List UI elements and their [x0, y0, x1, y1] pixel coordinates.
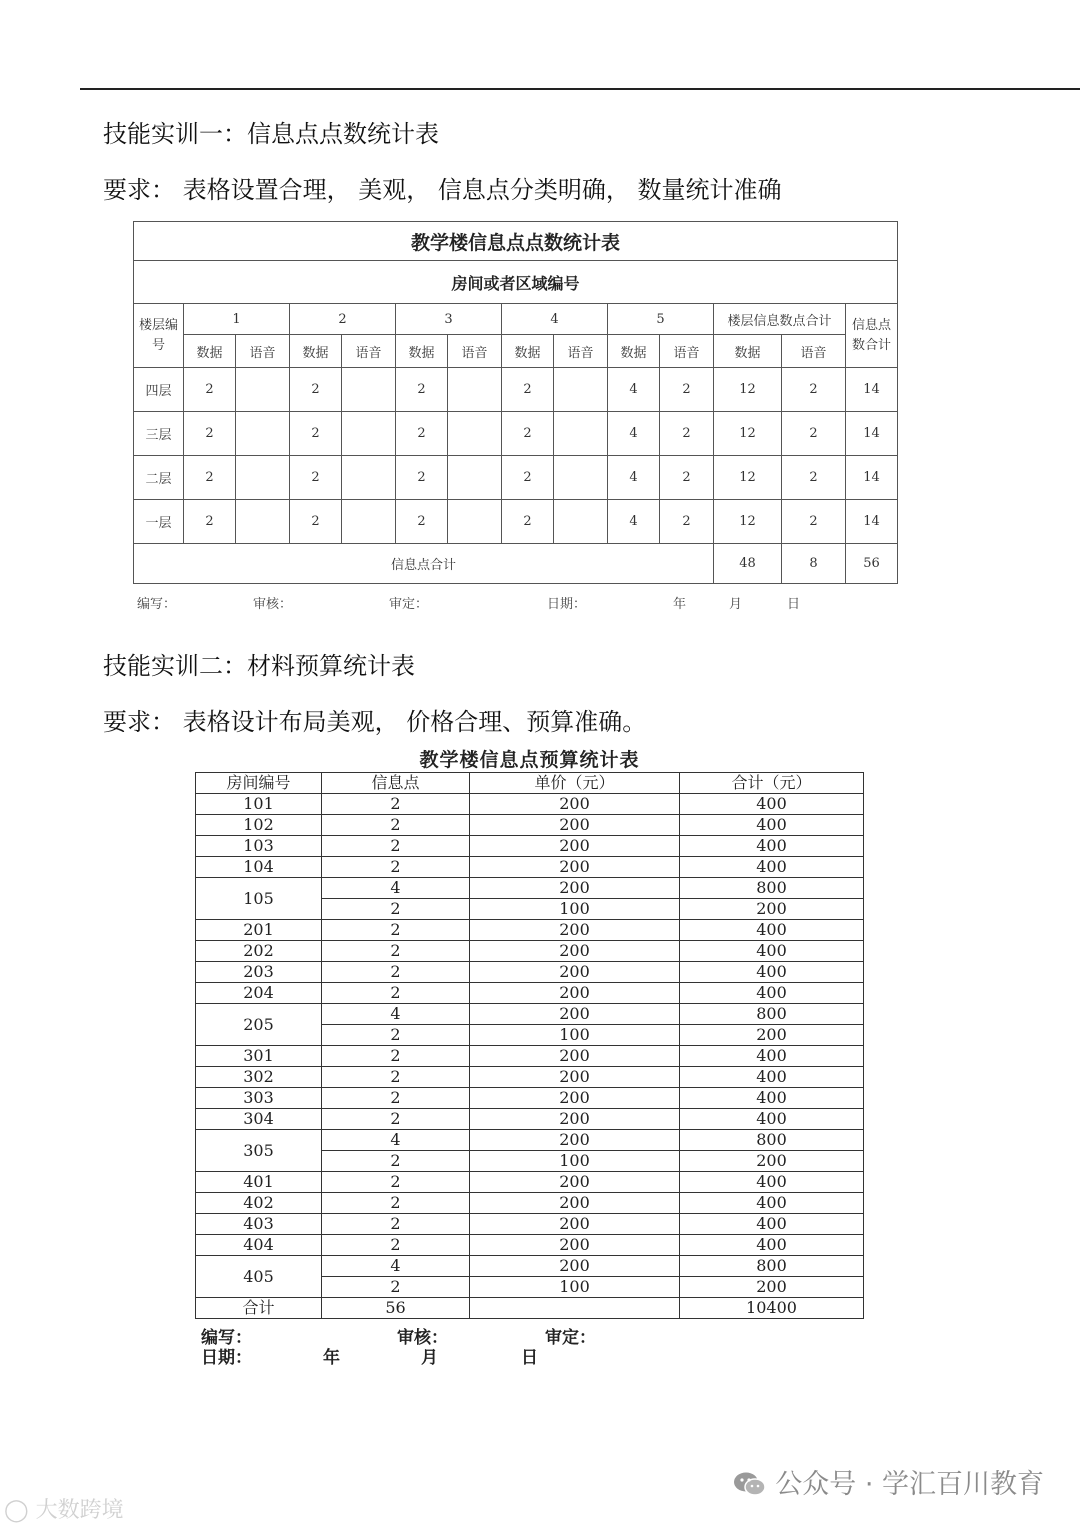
- room-number: 301: [196, 1046, 322, 1067]
- point-count: 2: [322, 836, 470, 857]
- table-row: [196, 836, 864, 857]
- room-number: 403: [196, 1214, 322, 1235]
- floor-point-total: 14: [846, 456, 898, 500]
- point-count: 2: [322, 1214, 470, 1235]
- count-cell: 2: [290, 456, 342, 500]
- point-count: 2: [322, 815, 470, 836]
- point-count: 2: [322, 962, 470, 983]
- point-count: 2: [322, 857, 470, 878]
- footer-review: 审核：: [397, 1328, 448, 1348]
- table-row: [196, 1088, 864, 1109]
- floor-header: 楼层编号: [134, 304, 184, 368]
- table1-subtitle: 房间或者区域编号: [134, 261, 898, 304]
- line-total: 400: [680, 941, 864, 962]
- line-total: 400: [680, 1109, 864, 1130]
- line-total: 400: [680, 1067, 864, 1088]
- floor-total-header: 楼层信息数点合计: [714, 304, 846, 335]
- point-count: 2: [322, 1235, 470, 1256]
- point-count: 2: [322, 920, 470, 941]
- count-cell: 2: [184, 500, 236, 544]
- line-total: 400: [680, 962, 864, 983]
- unit-price: 200: [470, 1256, 680, 1277]
- point-count: 2: [322, 1193, 470, 1214]
- count-cell: 2: [660, 368, 714, 412]
- budget-table: [195, 748, 863, 1368]
- table-row: [196, 1235, 864, 1256]
- data-column-header: 数据: [714, 335, 782, 368]
- corner-mark: [4, 1493, 124, 1524]
- footer-year: 年: [323, 1348, 340, 1368]
- count-cell: 2: [396, 368, 448, 412]
- floor-point-total: 14: [846, 412, 898, 456]
- table-row: [196, 1067, 864, 1088]
- table-row: [196, 1172, 864, 1193]
- line-total: 400: [680, 1172, 864, 1193]
- floor-voice-total: 2: [782, 456, 846, 500]
- table-row: [196, 1256, 864, 1277]
- floor-label: 四层: [134, 368, 184, 412]
- count-cell: [236, 456, 290, 500]
- footer-year: 年: [673, 597, 687, 612]
- corner-mark-text: 大数跨境: [35, 1498, 124, 1523]
- line-total: 800: [680, 1256, 864, 1277]
- footer-day: 日: [787, 597, 801, 612]
- table-row: [196, 878, 864, 899]
- table-row: [196, 815, 864, 836]
- count-cell: 2: [290, 412, 342, 456]
- line-total: 400: [680, 1046, 864, 1067]
- room-number: 102: [196, 815, 322, 836]
- table2-total-points: 56: [322, 1298, 470, 1319]
- count-cell: 2: [396, 456, 448, 500]
- unit-price: 100: [470, 1025, 680, 1046]
- line-total: 400: [680, 1193, 864, 1214]
- point-count: 2: [322, 1151, 470, 1172]
- unit-price: 200: [470, 1130, 680, 1151]
- table1-total-label: 信息点合计: [134, 544, 714, 584]
- count-cell: 2: [290, 500, 342, 544]
- count-cell: 2: [502, 412, 554, 456]
- floor-voice-total: 2: [782, 500, 846, 544]
- count-cell: [448, 368, 502, 412]
- floor-data-total: 12: [714, 500, 782, 544]
- table2-total-sum: 10400: [680, 1298, 864, 1319]
- floor-point-total: 14: [846, 500, 898, 544]
- data-column-header: 数据: [290, 335, 342, 368]
- footer-author: 编写：: [201, 1328, 252, 1348]
- count-cell: 2: [184, 368, 236, 412]
- count-cell: 2: [660, 412, 714, 456]
- table-row: [196, 1004, 864, 1025]
- count-cell: [342, 500, 396, 544]
- room-number: 302: [196, 1067, 322, 1088]
- unit-price: 100: [470, 1151, 680, 1172]
- room-header: 2: [290, 304, 396, 335]
- voice-column-header: 语音: [236, 335, 290, 368]
- point-count: 4: [322, 1004, 470, 1025]
- floor-data-total: 12: [714, 368, 782, 412]
- footer-author: 编写：: [137, 597, 177, 612]
- count-cell: [342, 368, 396, 412]
- line-total: 400: [680, 836, 864, 857]
- point-count: 2: [322, 794, 470, 815]
- room-number: 103: [196, 836, 322, 857]
- point-count: 2: [322, 899, 470, 920]
- wechat-icon: [733, 1471, 767, 1497]
- count-cell: 2: [290, 368, 342, 412]
- point-count: 2: [322, 1025, 470, 1046]
- unit-price: 100: [470, 899, 680, 920]
- data-column-header: 数据: [608, 335, 660, 368]
- line-total: 800: [680, 878, 864, 899]
- col-header-unit-price: 单价（元）: [470, 773, 680, 794]
- unit-price: 200: [470, 1004, 680, 1025]
- unit-price: 200: [470, 1172, 680, 1193]
- section2-heading: 技能实训二：材料预算统计表: [103, 652, 415, 680]
- unit-price: 200: [470, 815, 680, 836]
- footer-month: 月: [729, 597, 743, 612]
- room-number: 104: [196, 857, 322, 878]
- room-number: 303: [196, 1088, 322, 1109]
- floor-row: [134, 500, 898, 544]
- count-cell: 2: [502, 500, 554, 544]
- point-count: 4: [322, 1256, 470, 1277]
- room-number: 101: [196, 794, 322, 815]
- floor-row: [134, 368, 898, 412]
- data-column-header: 数据: [396, 335, 448, 368]
- count-cell: 4: [608, 500, 660, 544]
- footer-date: 日期：: [201, 1348, 252, 1368]
- room-number: 404: [196, 1235, 322, 1256]
- section1-heading: 技能实训一：信息点点数统计表: [103, 120, 439, 148]
- point-count: 2: [322, 1088, 470, 1109]
- count-cell: [342, 456, 396, 500]
- table1-total-all: 56: [846, 544, 898, 584]
- line-total: 400: [680, 815, 864, 836]
- table-row: [196, 794, 864, 815]
- line-total: 400: [680, 857, 864, 878]
- table2-total-price: [470, 1298, 680, 1319]
- point-count: 2: [322, 983, 470, 1004]
- data-column-header: 数据: [184, 335, 236, 368]
- table-row: [196, 857, 864, 878]
- footer-review: 审核：: [253, 597, 293, 612]
- count-cell: 4: [608, 456, 660, 500]
- count-cell: [554, 412, 608, 456]
- room-number: 401: [196, 1172, 322, 1193]
- info-point-count-table: [133, 221, 897, 618]
- table-row: [196, 1109, 864, 1130]
- count-cell: 2: [502, 368, 554, 412]
- section2-requirement: 要求： 表格设计布局美观， 价格合理、预算准确。: [103, 708, 647, 736]
- room-number: 304: [196, 1109, 322, 1130]
- point-count: 2: [322, 1109, 470, 1130]
- room-number: 305: [196, 1130, 322, 1172]
- floor-voice-total: 2: [782, 412, 846, 456]
- count-cell: [236, 500, 290, 544]
- unit-price: 200: [470, 1067, 680, 1088]
- count-cell: 4: [608, 368, 660, 412]
- header-rule: [80, 88, 1080, 90]
- point-count: 4: [322, 878, 470, 899]
- voice-column-header: 语音: [342, 335, 396, 368]
- unit-price: 200: [470, 857, 680, 878]
- footer-approve: 审定：: [389, 597, 429, 612]
- table2-title: 教学楼信息点预算统计表: [196, 748, 864, 773]
- floor-point-total: 14: [846, 368, 898, 412]
- line-total: 200: [680, 1277, 864, 1298]
- floor-voice-total: 2: [782, 368, 846, 412]
- unit-price: 200: [470, 1235, 680, 1256]
- table-row: [196, 1130, 864, 1151]
- count-cell: 2: [396, 412, 448, 456]
- unit-price: 200: [470, 836, 680, 857]
- unit-price: 200: [470, 878, 680, 899]
- unit-price: 200: [470, 962, 680, 983]
- count-cell: [448, 500, 502, 544]
- voice-column-header: 语音: [782, 335, 846, 368]
- count-cell: [554, 500, 608, 544]
- line-total: 200: [680, 1025, 864, 1046]
- room-number: 205: [196, 1004, 322, 1046]
- table2-footer: [195, 1319, 863, 1368]
- line-total: 400: [680, 983, 864, 1004]
- voice-column-header: 语音: [448, 335, 502, 368]
- line-total: 400: [680, 794, 864, 815]
- count-cell: 2: [396, 500, 448, 544]
- room-number: 202: [196, 941, 322, 962]
- room-header: 5: [608, 304, 714, 335]
- table2-total-label: 合计: [196, 1298, 322, 1319]
- unit-price: 200: [470, 1109, 680, 1130]
- count-cell: [236, 412, 290, 456]
- line-total: 200: [680, 1151, 864, 1172]
- unit-price: 200: [470, 1088, 680, 1109]
- count-cell: 2: [184, 456, 236, 500]
- table-row: [196, 1046, 864, 1067]
- room-number: 204: [196, 983, 322, 1004]
- watermark: [733, 1462, 1044, 1501]
- table-row: [196, 983, 864, 1004]
- col-header-room: 房间编号: [196, 773, 322, 794]
- point-total-header: 信息点数合计: [846, 304, 898, 368]
- point-count: 2: [322, 1172, 470, 1193]
- count-cell: 2: [502, 456, 554, 500]
- table-row: [196, 920, 864, 941]
- watermark-text: 公众号 · 学汇百川教育: [775, 1469, 1044, 1500]
- line-total: 400: [680, 1235, 864, 1256]
- voice-column-header: 语音: [660, 335, 714, 368]
- voice-column-header: 语音: [554, 335, 608, 368]
- footer-month: 月: [421, 1348, 438, 1368]
- col-header-total: 合计（元）: [680, 773, 864, 794]
- room-header: 1: [184, 304, 290, 335]
- line-total: 400: [680, 1214, 864, 1235]
- unit-price: 200: [470, 794, 680, 815]
- footer-day: 日: [521, 1348, 538, 1368]
- room-number: 405: [196, 1256, 322, 1298]
- point-count: 2: [322, 1046, 470, 1067]
- count-cell: 2: [660, 500, 714, 544]
- table1-total-data: 48: [714, 544, 782, 584]
- point-count: 2: [322, 1067, 470, 1088]
- corner-logo-icon: ◯: [4, 1498, 29, 1523]
- unit-price: 200: [470, 941, 680, 962]
- room-number: 203: [196, 962, 322, 983]
- count-cell: [554, 456, 608, 500]
- floor-label: 二层: [134, 456, 184, 500]
- unit-price: 200: [470, 1214, 680, 1235]
- table1-total-voice: 8: [782, 544, 846, 584]
- table-row: [196, 941, 864, 962]
- table1-title: 教学楼信息点点数统计表: [134, 222, 898, 261]
- data-column-header: 数据: [502, 335, 554, 368]
- point-count: 4: [322, 1130, 470, 1151]
- line-total: 200: [680, 899, 864, 920]
- count-cell: [448, 456, 502, 500]
- line-total: 800: [680, 1130, 864, 1151]
- room-number: 105: [196, 878, 322, 920]
- footer-date: 日期：: [547, 597, 587, 612]
- count-cell: [448, 412, 502, 456]
- section1-requirement: 要求： 表格设置合理， 美观， 信息点分类明确， 数量统计准确: [103, 176, 782, 204]
- floor-row: [134, 456, 898, 500]
- table1-footer: [133, 584, 897, 618]
- unit-price: 100: [470, 1277, 680, 1298]
- floor-row: [134, 412, 898, 456]
- unit-price: 200: [470, 983, 680, 1004]
- floor-label: 三层: [134, 412, 184, 456]
- room-number: 402: [196, 1193, 322, 1214]
- footer-approve: 审定：: [545, 1328, 596, 1348]
- point-count: 2: [322, 1277, 470, 1298]
- room-header: 4: [502, 304, 608, 335]
- table-row: [196, 962, 864, 983]
- room-header: 3: [396, 304, 502, 335]
- count-cell: [554, 368, 608, 412]
- count-cell: [236, 368, 290, 412]
- point-count: 2: [322, 941, 470, 962]
- floor-data-total: 12: [714, 412, 782, 456]
- count-cell: [342, 412, 396, 456]
- floor-data-total: 12: [714, 456, 782, 500]
- floor-label: 一层: [134, 500, 184, 544]
- count-cell: 4: [608, 412, 660, 456]
- unit-price: 200: [470, 1046, 680, 1067]
- col-header-points: 信息点: [322, 773, 470, 794]
- room-number: 201: [196, 920, 322, 941]
- line-total: 400: [680, 1088, 864, 1109]
- count-cell: 2: [184, 412, 236, 456]
- line-total: 800: [680, 1004, 864, 1025]
- unit-price: 200: [470, 1193, 680, 1214]
- count-cell: 2: [660, 456, 714, 500]
- line-total: 400: [680, 920, 864, 941]
- table-row: [196, 1193, 864, 1214]
- table-row: [196, 1214, 864, 1235]
- unit-price: 200: [470, 920, 680, 941]
